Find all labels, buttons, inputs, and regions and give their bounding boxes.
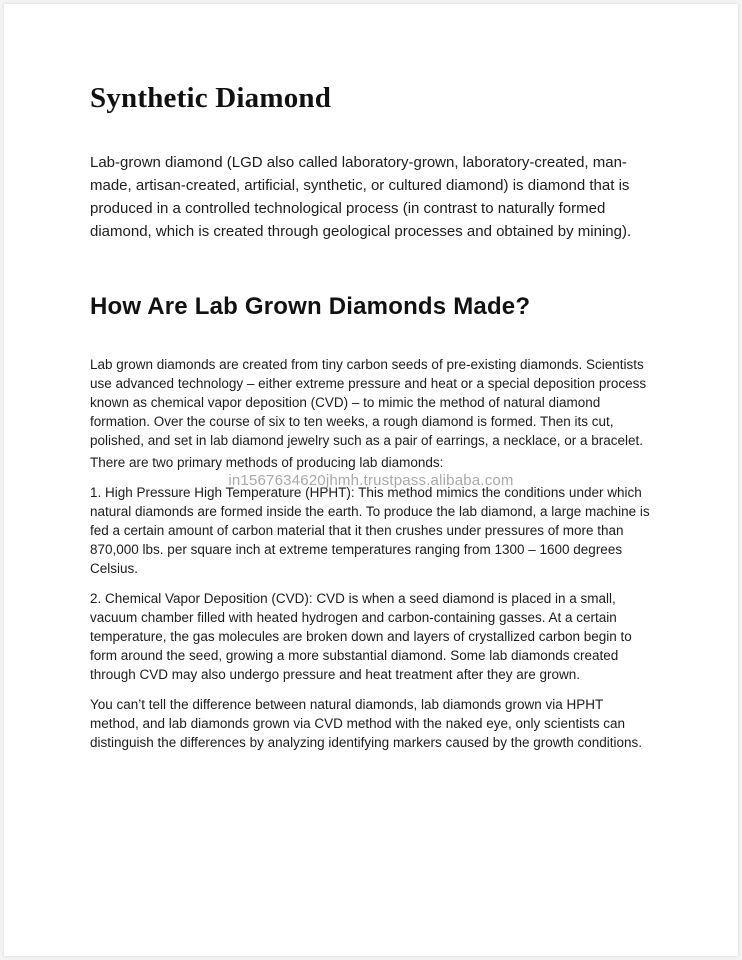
section-heading: How Are Lab Grown Diamonds Made? (90, 293, 531, 321)
paragraph-two-methods: There are two primary methods of producing lab diamonds: (90, 455, 444, 471)
document-title: Synthetic Diamond (90, 82, 332, 114)
document-page (4, 4, 738, 956)
intro-paragraph: Lab-grown diamond (LGD also called laboratory-grown, laboratory-created, man-made, artisan-created, artificial, synthetic, or cultured diamond) is diamond that is produced in a controlled technological process (in contrast to naturally formed diamond, which is created through geological processes and obtained by mining). (90, 154, 632, 241)
paragraph-hpht: 1. High Pressure High Temperature (HPHT): This method mimics the conditions under which natural diamonds are formed inside the earth. To produce the lab diamond, a large machine is fed a certain amount of carbon material that it then crushes under pressures of more than 870,000 lbs. per square inch at extreme temperatures ranging from 1300 – 1600 degrees Celsius. (90, 485, 650, 577)
paragraph-difference: You can’t tell the difference between natural diamonds, lab diamonds grown via HPHT method, and lab diamonds grown via CVD method with the naked eye, only scientists can distinguish the differences by analyzing identifying markers caused by the growth conditions. (90, 697, 643, 751)
watermark-text: in1567634620jhmh.trustpass.alibaba.com (228, 472, 514, 489)
paragraph-how-made: Lab grown diamonds are created from tiny carbon seeds of pre-existing diamonds. Scientists use advanced technology – either extreme pressure and heat or a special deposition process known as chemical vapor deposition (CVD) – to mimic the method of natural diamond formation. Over the course of six to ten weeks, a rough diamond is formed. Then its cut, polished, and set in lab diamond jewelry such as a pair of earrings, a necklace, or a bracelet. (90, 357, 647, 449)
paragraph-cvd: 2. Chemical Vapor Deposition (CVD): CVD is when a seed diamond is placed in a small, vacuum chamber filled with heated hydrogen and carbon-containing gasses. At a certain temperature, the gas molecules are broken down and layers of crystallized carbon begin to form around the seed, growing a more substantial diamond. Some lab diamonds created through CVD may also undergo pressure and heat treatment after they are grown. (90, 591, 632, 683)
